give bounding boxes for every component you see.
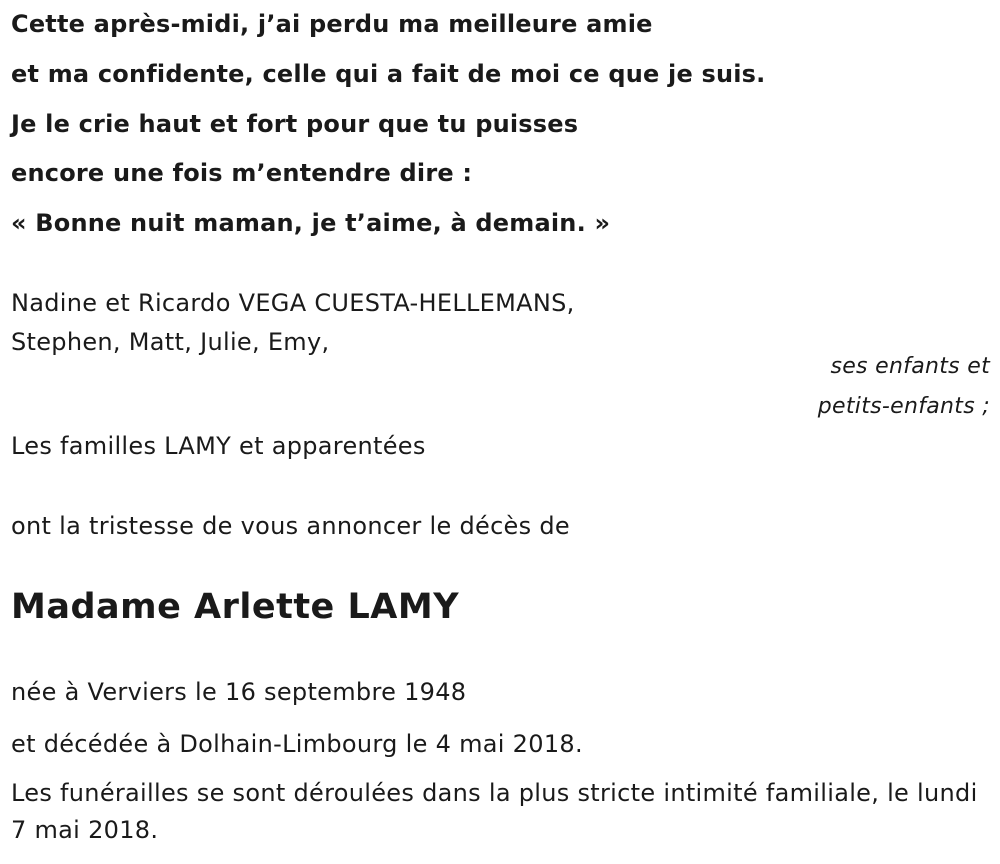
poem-line-2: et ma confidente, celle qui a fait de moi ce que je suis.	[11, 60, 766, 88]
children-names-line-2: Stephen, Matt, Julie, Emy,	[11, 328, 330, 356]
relation-line-2: petits-enfants ;	[817, 394, 990, 419]
poem-line-4: encore une fois m’entendre dire :	[11, 159, 473, 187]
deceased-name: Madame Arlette LAMY	[11, 587, 460, 627]
children-names-line-1: Nadine et Ricardo VEGA CUESTA-HELLEMANS,	[11, 289, 575, 317]
death-line: et décédée à Dolhain-Limbourg le 4 mai 2018.	[11, 730, 583, 758]
families-line: Les familles LAMY et apparentées	[11, 432, 426, 460]
birth-line: née à Verviers le 16 septembre 1948	[11, 678, 467, 706]
poem-line-3: Je le crie haut et fort pour que tu puisses	[11, 110, 579, 138]
funeral-paragraph: Les funérailles se sont déroulées dans la plus stricte intimité familiale, le lundi 7 mai 2018.	[11, 779, 978, 844]
poem-line-1: Cette après-midi, j’ai perdu ma meilleure amie	[11, 10, 653, 38]
relation-line-1: ses enfants et	[830, 354, 990, 379]
announcement-text: ont la tristesse de vous annoncer le décès de	[11, 512, 570, 540]
poem-line-5: « Bonne nuit maman, je t’aime, à demain. »	[11, 209, 611, 237]
